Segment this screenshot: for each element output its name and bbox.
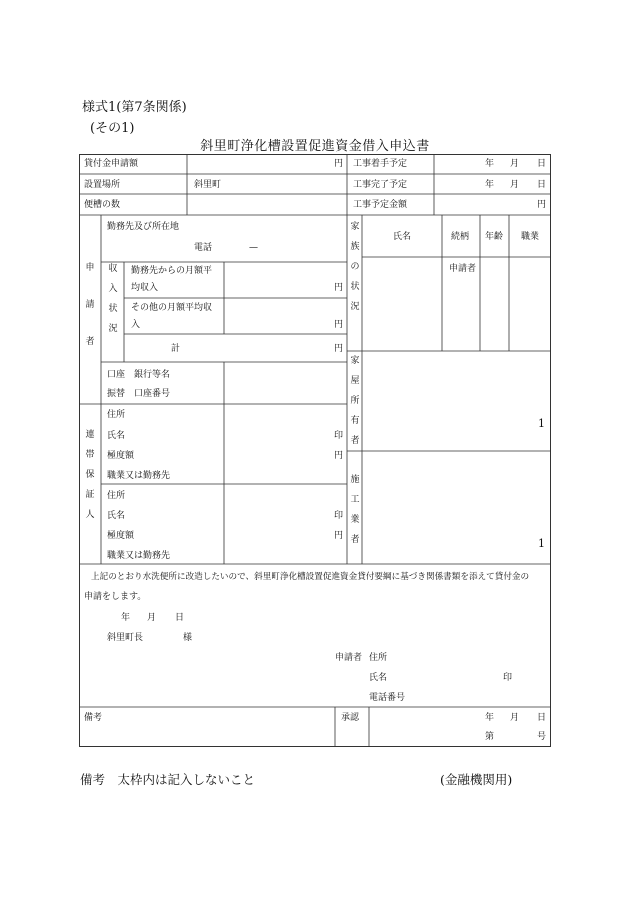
guarantor2-name: 氏名	[107, 511, 126, 521]
declaration-applicant-label: 申請者	[335, 653, 363, 663]
workplace-label: 勤務先及び所在地	[107, 222, 180, 232]
document-title: 斜里町浄化槽設置促進資金借入申込書	[200, 139, 430, 154]
declaration-month: 月	[147, 613, 157, 623]
start-month: 月	[510, 159, 520, 169]
location-value: 斜里町	[194, 180, 222, 190]
remarks-label: 備考	[84, 713, 103, 723]
contractor-side-char: 施	[350, 475, 360, 485]
bank-label-b: 振替 口座番号	[107, 389, 171, 399]
declaration-address-label: 住所	[369, 653, 388, 663]
income1-yen: 円	[334, 283, 344, 293]
family-side-char: 族	[350, 242, 360, 252]
guarantor2-job: 職業又は勤務先	[107, 551, 171, 561]
guarantor1-job: 職業又は勤務先	[107, 471, 171, 481]
contractor-side-char: 業	[350, 515, 360, 525]
declaration-line1: 上記のとおり水洗便所に改造したいので、斜里町浄化槽設置促進資金貸付要綱に基づき関係書類を添えて貸付金の	[91, 572, 530, 582]
family-relation-header: 続柄	[451, 232, 470, 242]
end-date-label: 工事完了予定	[353, 180, 408, 190]
declaration-seal: 印	[503, 673, 513, 683]
end-year: 年	[485, 180, 495, 190]
form-number-label: 様式1(第7条関係)	[82, 100, 187, 115]
cost-label: 工事予定金額	[353, 200, 408, 210]
guarantor-side-char: 証	[85, 490, 95, 500]
approval-month: 月	[510, 713, 520, 723]
income1-label-a: 勤務先からの月額平	[131, 266, 213, 276]
owner-page-number: 1	[538, 417, 545, 430]
family-job-header: 職業	[521, 232, 540, 242]
family-side-char: の	[350, 262, 360, 272]
guarantor1-name: 氏名	[107, 431, 126, 441]
applicant-side-char: 請	[85, 300, 95, 310]
declaration-year: 年	[121, 613, 131, 623]
bank-label-a: 口座 銀行等名	[107, 370, 171, 380]
contractor-page-number: 1	[538, 537, 545, 550]
income2-yen: 円	[334, 320, 344, 330]
guarantor2-seal: 印	[334, 511, 344, 521]
form-sub-label: (その1)	[90, 121, 135, 136]
owner-side-char: 所	[350, 396, 360, 406]
approval-dai: 第	[485, 732, 495, 742]
start-day: 日	[537, 159, 547, 169]
start-year: 年	[485, 159, 495, 169]
form-grid-lines	[79, 154, 551, 747]
family-side-char: 況	[350, 302, 360, 312]
loan-amount-yen: 円	[334, 159, 344, 169]
location-label: 設置場所	[84, 180, 121, 190]
mayor-sama: 様	[183, 633, 193, 643]
end-month: 月	[510, 180, 520, 190]
income2-label-a: その他の月額平均収	[131, 303, 213, 313]
contractor-side-char: 工	[350, 495, 360, 505]
footer-remarks-note: 備考 太枠内は記入しないこと	[80, 772, 256, 787]
guarantor-side-char: 人	[85, 510, 95, 520]
cost-yen: 円	[537, 200, 547, 210]
family-side-char: 家	[350, 222, 360, 232]
income2-label-b: 入	[131, 320, 141, 330]
owner-side-char: 家	[350, 356, 360, 366]
income-side-char: 収	[108, 264, 118, 274]
declaration-line2: 申請をします。	[84, 592, 147, 602]
family-applicant-cell: 申請者	[449, 264, 477, 274]
approval-label: 承認	[341, 713, 360, 723]
family-age-header: 年齢	[485, 232, 504, 242]
owner-side-char: 有	[350, 416, 360, 426]
footer-bank-use-label: (金融機関用)	[440, 772, 513, 787]
guarantor1-seal: 印	[334, 431, 344, 441]
family-side-char: 状	[350, 282, 360, 292]
income-side-char: 況	[108, 324, 118, 334]
declaration-day: 日	[175, 613, 185, 623]
phone-label: 電話	[194, 243, 213, 253]
declaration-phone-label: 電話番号	[369, 693, 406, 703]
contractor-side-char: 者	[350, 535, 360, 545]
income-side-char: 入	[108, 284, 118, 294]
applicant-side-char: 者	[85, 337, 95, 347]
income1-label-b: 均収入	[131, 283, 159, 293]
owner-side-char: 者	[350, 436, 360, 446]
application-form	[79, 154, 551, 747]
income-side-char: 状	[108, 304, 118, 314]
start-date-label: 工事着手予定	[353, 159, 408, 169]
toilet-count-label: 便槽の数	[84, 200, 121, 210]
guarantor1-address: 住所	[107, 410, 126, 420]
end-day: 日	[537, 180, 547, 190]
declaration-name-label: 氏名	[369, 673, 388, 683]
approval-go: 号	[537, 732, 547, 742]
loan-amount-label: 貸付金申請額	[84, 159, 139, 169]
approval-year: 年	[485, 713, 495, 723]
approval-day: 日	[537, 713, 547, 723]
guarantor1-limit: 極度額	[107, 451, 135, 461]
income-total-yen: 円	[334, 344, 344, 354]
guarantor1-yen: 円	[334, 451, 344, 461]
guarantor2-yen: 円	[334, 531, 344, 541]
family-name-header: 氏名	[393, 232, 412, 242]
applicant-side-char: 申	[85, 263, 95, 273]
mayor-label: 斜里町長	[107, 633, 144, 643]
guarantor2-address: 住所	[107, 491, 126, 501]
guarantor-side-char: 保	[85, 470, 95, 480]
owner-side-char: 屋	[350, 376, 360, 386]
guarantor2-limit: 極度額	[107, 531, 135, 541]
guarantor-side-char: 連	[85, 430, 95, 440]
phone-dash: —	[249, 243, 258, 253]
guarantor-side-char: 帯	[85, 450, 95, 460]
income-total-label: 計	[171, 344, 181, 354]
